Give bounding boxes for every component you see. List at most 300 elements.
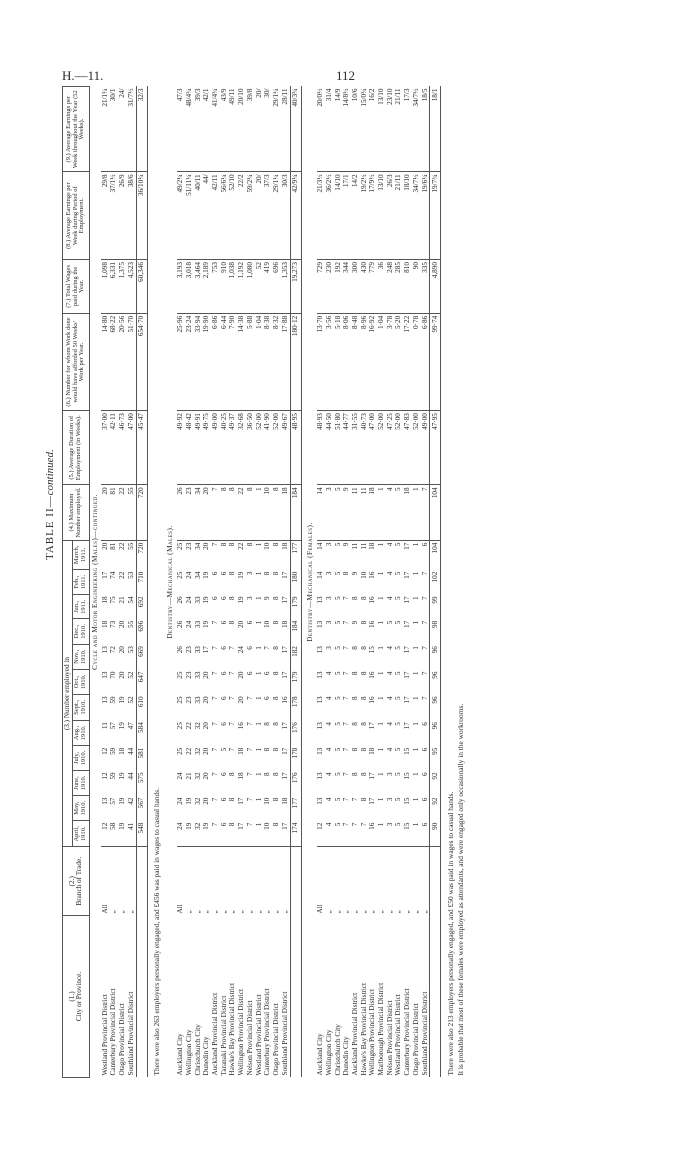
month-value-cell: 567 — [136, 796, 147, 821]
month-value-cell: 20 — [237, 696, 246, 704]
month-header: Nov., 1910. — [73, 644, 90, 669]
avg-earnings-cell: 22/2 — [237, 172, 246, 260]
month-value-cell: 3 — [324, 542, 333, 547]
month-value-cell: 24 — [185, 596, 193, 604]
month-value-cell: 7 — [360, 821, 369, 847]
avg-duration-cell: 52·00 — [272, 411, 281, 485]
max-employed-cell: 81 — [110, 485, 119, 540]
avg-year-earnings-cell: 42/1 — [203, 87, 212, 172]
month-value-cell: 1 — [377, 722, 386, 726]
branch-cell: „ — [117, 910, 126, 914]
branch-cell: „ — [368, 910, 377, 914]
max-employed-cell: 10 — [263, 485, 272, 540]
num-fifty-weeks-cell: 7·90 — [229, 313, 238, 410]
table-row — [185, 87, 194, 1078]
avg-earnings-cell: 14/10 — [334, 172, 343, 260]
city-cell: Southland Provincial District — [126, 991, 135, 1076]
month-value-cell: 8 — [351, 671, 359, 676]
month-value-cell: 9 — [351, 620, 359, 625]
month-value-cell: 8 — [263, 722, 272, 726]
month-header: Dec., 1910. — [73, 619, 90, 644]
city-cell: Marlborough Provincial District — [377, 982, 386, 1076]
month-header: June, 1910. — [73, 770, 90, 795]
month-value-cell: 99 — [430, 594, 441, 618]
month-value-cell: 14 — [316, 571, 325, 579]
month-value-cell: 1 — [377, 747, 386, 752]
month-value-cell: 1 — [411, 571, 420, 576]
max-employed-cell: 1 — [255, 485, 264, 540]
month-value-cell: 7 — [228, 722, 237, 726]
month-value-cell: 8 — [263, 772, 272, 776]
month-value-cell: 57 — [109, 797, 118, 805]
month-value-cell: 23 — [185, 542, 193, 550]
month-value-cell: 15 — [403, 772, 412, 780]
month-value-cell: 6 — [219, 571, 228, 576]
month-value-cell: 17 — [280, 596, 289, 604]
month-value-cell: 177 — [290, 796, 301, 821]
month-value-cell: 23 — [185, 646, 193, 654]
num-fifty-weeks-cell: 5·20 — [395, 313, 404, 410]
month-value-cell: 20 — [202, 747, 211, 755]
month-value-cell: 20 — [117, 671, 126, 679]
month-value-cell: 3 — [324, 571, 333, 576]
month-value-cell: 52 — [126, 671, 135, 679]
month-value-cell: 1 — [254, 671, 263, 676]
avg-earnings-cell: 36/2½ — [325, 172, 334, 260]
month-value-cell: 53 — [126, 571, 135, 579]
month-value-cell: 5 — [394, 542, 403, 547]
month-value-cell: 610 — [136, 694, 147, 720]
avg-earnings-cell: 52/10 — [229, 172, 238, 260]
month-value-cell: 15 — [403, 747, 412, 755]
month-value-cell: 42 — [126, 797, 135, 805]
month-value-cell: 8 — [271, 671, 280, 676]
max-employed-cell: 18 — [403, 485, 412, 540]
col-avg-year-header: (9.) Average Earnings per Week throughout the Year (52 Weeks). — [63, 87, 90, 172]
month-value-cell: 647 — [136, 670, 147, 695]
max-employed-cell: 104 — [430, 485, 441, 540]
month-value-cell: 15 — [403, 821, 412, 847]
month-value-cell: 58 — [110, 821, 119, 847]
avg-duration-cell: 47·25 — [386, 411, 395, 485]
month-value-cell: 19 — [237, 596, 246, 604]
month-value-cell: 5 — [333, 722, 342, 726]
month-value-cell: 6 — [219, 722, 228, 726]
num-fifty-weeks-cell: 68·22 — [110, 313, 119, 410]
month-value-cell: 6 — [219, 620, 228, 625]
month-value-cell: 8 — [272, 821, 281, 847]
month-value-cell: 1 — [377, 571, 386, 576]
month-value-cell: 16 — [368, 596, 377, 604]
month-value-cell: 8 — [359, 772, 368, 776]
month-value-cell: 53 — [126, 646, 135, 654]
branch-cell: „ — [420, 910, 429, 914]
month-value-cell: 17 — [368, 797, 377, 805]
branch-cell: „ — [254, 910, 263, 914]
avg-year-earnings-cell: 24/ — [118, 87, 127, 172]
month-value-cell: 720 — [136, 540, 147, 570]
month-value-cell: 17 — [403, 596, 412, 604]
month-value-cell: 3 — [324, 620, 333, 625]
month-value-cell: 16 — [368, 696, 377, 704]
city-cell: Hawke's Bay Provincial District — [228, 982, 237, 1076]
avg-duration-cell: 49·67 — [281, 411, 290, 485]
footnote-text: There were also 263 employers personally engaged, and £456 was paid in wages to casual hands. — [151, 787, 161, 1076]
month-value-cell: 4 — [324, 797, 333, 802]
month-value-cell: 96 — [430, 694, 441, 720]
month-value-cell: 8 — [351, 596, 359, 601]
month-value-cell: 6 — [245, 671, 254, 676]
month-value-cell: 13 — [100, 797, 109, 805]
total-wages-cell: 19,273 — [290, 260, 301, 314]
avg-year-earnings-cell: 43/9 — [220, 87, 229, 172]
month-value-cell: 8 — [351, 696, 359, 700]
month-value-cell: 5 — [394, 747, 403, 752]
avg-duration-cell: 49·91 — [194, 411, 203, 485]
month-value-cell: 7 — [245, 747, 254, 752]
month-value-cell: 95 — [430, 746, 441, 771]
avg-duration-cell: 37·00 — [101, 411, 110, 485]
month-value-cell: 17 — [100, 571, 109, 579]
avg-year-earnings-cell: 28/11 — [281, 87, 290, 172]
total-wages-cell: 192 — [334, 260, 343, 314]
city-cell: Christchurch City — [333, 1024, 342, 1076]
avg-duration-cell: 47·95 — [430, 411, 441, 485]
avg-earnings-cell: 26/9 — [118, 172, 127, 260]
month-value-cell: 6 — [421, 821, 430, 847]
month-value-cell: 178 — [290, 694, 301, 720]
month-value-cell: 6 — [245, 646, 254, 650]
avg-duration-cell: 49·92 — [177, 411, 186, 485]
avg-year-earnings-cell: 14/9 — [334, 87, 343, 172]
month-value-cell: 7 — [228, 696, 237, 700]
month-value-cell: 17 — [280, 747, 289, 755]
month-value-cell: 1 — [377, 620, 386, 625]
month-value-cell: 14 — [316, 542, 325, 550]
max-employed-cell: 5 — [334, 485, 343, 540]
avg-duration-cell: 47·00 — [127, 411, 136, 485]
month-value-cell: 33 — [193, 671, 202, 679]
avg-earnings-cell: 30/3 — [281, 172, 290, 260]
month-value-cell: 7 — [420, 596, 429, 601]
avg-earnings-cell: 19/7¾ — [430, 172, 441, 260]
total-wages-cell: 6,331 — [110, 260, 119, 314]
total-wages-cell: 90 — [412, 260, 421, 314]
month-value-cell: 17 — [403, 671, 412, 679]
table-row — [325, 87, 334, 1078]
month-value-cell: 17 — [237, 797, 246, 805]
month-value-cell: 1 — [411, 542, 420, 547]
avg-duration-cell: 52·00 — [412, 411, 421, 485]
month-value-cell: 8 — [228, 797, 237, 802]
month-value-cell: 5 — [219, 747, 228, 752]
avg-year-earnings-cell: 20/0½ — [317, 87, 326, 172]
month-value-cell: 8 — [342, 571, 351, 576]
month-value-cell: 6 — [420, 722, 429, 726]
branch-cell: „ — [394, 910, 403, 914]
city-cell: Westland Provincial District — [394, 994, 403, 1076]
avg-duration-cell: 44·77 — [343, 411, 352, 485]
total-wages-cell: 753 — [211, 260, 220, 314]
month-value-cell: 7 — [211, 747, 220, 752]
month-value-cell: 90 — [430, 821, 441, 847]
month-value-cell: 7 — [211, 821, 220, 847]
month-value-cell: 5 — [394, 671, 403, 676]
month-value-cell: 17 — [280, 722, 289, 730]
month-value-cell: 33 — [193, 620, 202, 629]
total-wages-cell: 3,018 — [185, 260, 194, 314]
month-value-cell: 696 — [136, 619, 147, 644]
month-value-cell: 1 — [255, 821, 264, 847]
col-employed-header: (3.) Number employed in — [63, 540, 73, 847]
avg-year-earnings-cell: 41/4¾ — [211, 87, 220, 172]
month-value-cell: 6 — [219, 696, 228, 700]
total-wages-cell: 1,353 — [281, 260, 290, 314]
city-cell: Nelson Provincial District — [385, 1000, 394, 1076]
month-value-cell: 548 — [136, 821, 147, 847]
month-value-cell: 9 — [351, 571, 359, 576]
total-wages-cell: 810 — [403, 260, 412, 314]
month-value-cell: 15 — [368, 646, 377, 654]
month-value-cell: 7 — [351, 821, 360, 847]
total-wages-cell: 52 — [255, 260, 264, 314]
total-wages-cell: 1,375 — [118, 260, 127, 314]
total-wages-cell: 2,189 — [203, 260, 212, 314]
num-fifty-weeks-cell: 17·88 — [281, 313, 290, 410]
month-value-cell: 13 — [316, 620, 325, 629]
month-value-cell: 44 — [126, 747, 135, 755]
month-value-cell: 3 — [386, 821, 395, 847]
branch-cell: „ — [263, 910, 272, 914]
total-wages-cell: 300 — [351, 260, 360, 314]
num-fifty-weeks-cell: 180·12 — [290, 313, 301, 410]
city-cell: Westland Provincial District — [100, 994, 109, 1076]
max-employed-cell: 34 — [194, 485, 203, 540]
total-wages-cell: 60,346 — [136, 260, 147, 314]
branch-cell: „ — [228, 910, 237, 914]
city-cell: Auckland Provincial District — [211, 992, 220, 1076]
month-value-cell: 5 — [394, 772, 403, 776]
num-fifty-weeks-cell: 20·56 — [118, 313, 127, 410]
max-employed-cell: 55 — [127, 485, 136, 540]
month-value-cell: 16 — [369, 821, 378, 847]
num-fifty-weeks-cell: 3·56 — [325, 313, 334, 410]
month-value-cell: 7 — [228, 747, 237, 752]
avg-earnings-cell: 51/11¼ — [185, 172, 194, 260]
month-value-cell: 6 — [263, 671, 272, 676]
month-value-cell: 1 — [254, 797, 263, 802]
month-value-cell: 8 — [228, 571, 237, 576]
avg-duration-cell: 46·73 — [118, 411, 127, 485]
month-value-cell: 4 — [385, 722, 394, 726]
num-fifty-weeks-cell: 5·88 — [246, 313, 255, 410]
month-value-cell: 19 — [237, 571, 246, 579]
month-value-cell: 6 — [420, 747, 429, 752]
month-value-cell: 11 — [351, 542, 359, 550]
table-row — [351, 87, 360, 1078]
table-row — [110, 87, 119, 1078]
avg-year-earnings-cell: 31/4 — [325, 87, 334, 172]
footnote-text: There were also 213 employers personally engaged, and £50 was paid in wages to casual hands. — [445, 791, 455, 1076]
month-value-cell: 96 — [430, 670, 441, 695]
month-value-cell: 17 — [280, 571, 289, 579]
month-value-cell: 581 — [136, 746, 147, 771]
month-value-cell: 180 — [290, 570, 301, 595]
month-value-cell: 7 — [343, 821, 352, 847]
month-value-cell: 32 — [194, 821, 203, 847]
month-header: Sept., 1910. — [73, 694, 90, 720]
branch-cell: All — [100, 904, 109, 914]
month-value-cell: 7 — [342, 747, 351, 752]
num-fifty-weeks-cell: 6·86 — [211, 313, 220, 410]
month-value-cell: 26 — [176, 646, 185, 654]
max-employed-cell: 4 — [386, 485, 395, 540]
max-employed-cell: 3 — [325, 485, 334, 540]
month-value-cell: 1 — [411, 747, 420, 752]
month-value-cell: 179 — [290, 670, 301, 695]
month-value-cell: 13 — [316, 772, 325, 780]
month-value-cell: 21 — [117, 596, 126, 604]
month-value-cell: 26 — [176, 620, 185, 629]
month-value-cell: 4 — [324, 722, 333, 726]
branch-cell: „ — [211, 910, 220, 914]
month-header: Oct., 1910. — [73, 670, 90, 695]
footnote — [445, 87, 455, 1078]
month-value-cell: 17 — [403, 696, 412, 704]
month-value-cell: 1 — [411, 671, 420, 676]
month-value-cell: 8 — [271, 797, 280, 802]
month-value-cell: 7 — [342, 620, 351, 625]
max-employed-cell: 9 — [343, 485, 352, 540]
city-cell: Canterbury Provincial District — [403, 988, 412, 1076]
month-value-cell: 5 — [394, 596, 403, 601]
col-num-fifty-header: (6.) Number for whom Work done would have afforded 50 Weeks' Work per Year. — [63, 313, 90, 410]
total-wages-cell: 36 — [377, 260, 386, 314]
month-value-cell: 8 — [271, 542, 280, 547]
month-value-cell: 5 — [334, 821, 343, 847]
month-value-cell: 8 — [271, 722, 280, 726]
city-cell: Taranaki Provincial District — [219, 995, 228, 1076]
city-cell: Nelson Provincial District — [245, 1000, 254, 1076]
num-fifty-weeks-cell: 6·86 — [421, 313, 430, 410]
table-row — [118, 87, 127, 1078]
month-value-cell: 1 — [254, 571, 263, 576]
city-cell: Auckland City — [176, 1033, 185, 1076]
month-value-cell: 24 — [185, 571, 193, 579]
branch-cell — [430, 847, 441, 916]
city-cell: Otago Provincial District — [117, 1003, 126, 1076]
avg-earnings-cell: 38/6 — [127, 172, 136, 260]
avg-duration-cell: 52·00 — [377, 411, 386, 485]
month-value-cell: 12 — [100, 772, 109, 780]
num-fifty-weeks-cell: 1·04 — [377, 313, 386, 410]
max-employed-cell: 22 — [237, 485, 246, 540]
num-fifty-weeks-cell: 8·96 — [360, 313, 369, 410]
branch-cell: „ — [342, 910, 351, 914]
month-value-cell: 6 — [211, 571, 220, 576]
month-value-cell: 8 — [351, 772, 359, 776]
num-fifty-weeks-cell: 8·48 — [351, 313, 360, 410]
avg-duration-cell: 52·00 — [395, 411, 404, 485]
max-employed-cell: 8 — [246, 485, 255, 540]
month-value-cell: 6 — [420, 797, 429, 802]
section-heading-text: Dentistry—Mechanical (Males). — [166, 525, 175, 639]
month-value-cell: 4 — [385, 571, 394, 576]
month-value-cell: 23 — [185, 671, 193, 679]
avg-duration-cell: 47·83 — [403, 411, 412, 485]
month-value-cell: 55 — [126, 542, 135, 550]
avg-earnings-cell: 17/9½ — [369, 172, 378, 260]
branch-cell — [136, 847, 147, 916]
branch-cell: „ — [324, 910, 333, 914]
table-row — [127, 87, 136, 1078]
month-value-cell: 1 — [411, 646, 420, 650]
month-value-cell: 7 — [246, 821, 255, 847]
total-wages-cell: 3,464 — [194, 260, 203, 314]
month-value-cell: 6 — [219, 772, 228, 776]
month-value-cell: 7 — [342, 797, 351, 802]
month-value-cell: 20 — [100, 542, 109, 550]
city-cell: Westland Provincial District — [254, 994, 263, 1076]
avg-earnings-cell: 44/ — [203, 172, 212, 260]
branch-cell: „ — [202, 910, 211, 914]
month-value-cell: 1 — [377, 542, 386, 547]
section-heading-text: Dentistry—Mechanical (Females). — [306, 522, 315, 642]
month-value-cell: 1 — [254, 646, 263, 650]
month-value-cell: 7 — [245, 797, 254, 802]
month-value-cell: 18 — [280, 620, 289, 629]
avg-duration-cell: 45·47 — [136, 411, 147, 485]
avg-duration-cell: 40·25 — [220, 411, 229, 485]
month-value-cell: 17 — [202, 646, 211, 654]
month-value-cell: 22 — [237, 542, 246, 550]
month-value-cell: 5 — [394, 646, 403, 650]
month-value-cell: 74 — [109, 571, 118, 579]
month-value-cell: 7 — [351, 797, 359, 802]
month-value-cell: 7 — [420, 671, 429, 676]
avg-duration-cell: 49·37 — [229, 411, 238, 485]
month-value-cell: 4 — [385, 696, 394, 700]
month-value-cell: 7 — [420, 646, 429, 650]
month-value-cell: 174 — [290, 821, 301, 847]
num-fifty-weeks-cell: 25·96 — [177, 313, 186, 410]
branch-cell: All — [176, 904, 185, 914]
month-value-cell: 13 — [316, 797, 325, 805]
month-value-cell: 6 — [220, 821, 229, 847]
month-value-cell: 6 — [420, 772, 429, 776]
month-value-cell: 10 — [263, 620, 272, 629]
table-row — [412, 87, 421, 1078]
max-employed-cell: 18 — [369, 485, 378, 540]
month-value-cell: 3 — [324, 646, 333, 650]
total-wages-cell: 1,192 — [237, 260, 246, 314]
branch-cell: „ — [271, 910, 280, 914]
month-value-cell: 16 — [280, 696, 289, 704]
month-value-cell: 19 — [117, 772, 126, 780]
max-employed-cell: 11 — [360, 485, 369, 540]
month-value-cell: 1 — [377, 671, 386, 676]
col-total-wages-header: (7.) Total Wages paid during the Year. — [63, 260, 90, 314]
table-row — [421, 87, 430, 1078]
total-wages-cell: 1,038 — [229, 260, 238, 314]
month-value-cell: 96 — [430, 720, 441, 746]
avg-earnings-cell: 37/3 — [263, 172, 272, 260]
month-value-cell: 7 — [420, 620, 429, 625]
page-header-code: H.—11. — [62, 68, 104, 83]
month-value-cell: 34 — [193, 571, 202, 579]
month-value-cell: 8 — [271, 571, 280, 576]
branch-cell: „ — [219, 910, 228, 914]
